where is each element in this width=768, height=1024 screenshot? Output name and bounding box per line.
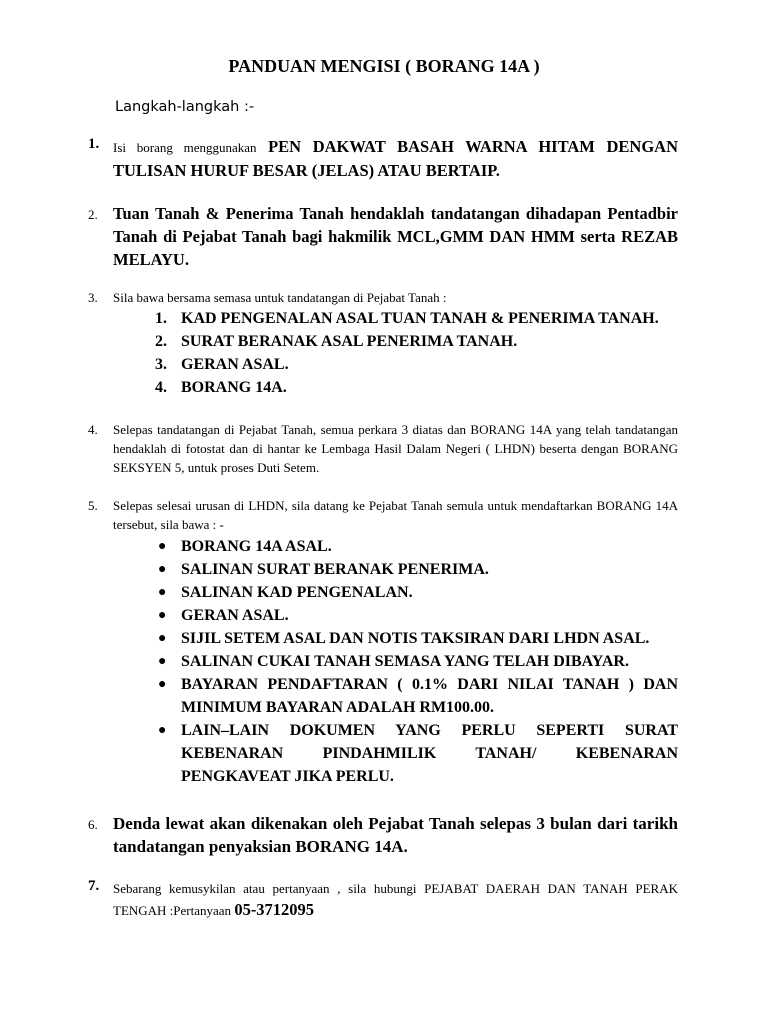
bullet-icon: ● (158, 723, 167, 738)
bullet-icon: ● (158, 585, 167, 600)
item-4-number: 4. (88, 422, 98, 437)
list-item-text: SALINAN SURAT BERANAK PENERIMA. (181, 561, 489, 578)
list-item (155, 604, 678, 627)
list-item (155, 650, 678, 673)
list-item (155, 353, 678, 376)
bullet-icon: ● (158, 677, 167, 692)
list-number: 3. (155, 356, 167, 373)
item-6-number: 6. (88, 817, 98, 832)
list-item (155, 307, 678, 330)
list-item-text: KAD PENGENALAN ASAL TUAN TANAH & PENERIMA TANAH. (181, 310, 659, 327)
item-2-number: 2. (88, 207, 98, 222)
list-item (155, 330, 678, 353)
item-1 (88, 135, 678, 183)
list-number: 2. (155, 333, 167, 350)
item-5-bullets (155, 535, 678, 788)
item-4 (88, 420, 678, 477)
list-item-text: GERAN ASAL. (181, 607, 289, 624)
item-7-number: 7. (88, 878, 100, 894)
steps-label: Langkah-langkah :- (115, 99, 255, 115)
list-number: 1. (155, 310, 167, 327)
page-title: PANDUAN MENGISI ( BORANG 14A ) (228, 56, 540, 76)
item-3-list (155, 307, 678, 399)
item-7-phone: 05-3712095 (234, 900, 315, 919)
item-3-text: Sila bawa bersama semasa untuk tandatangan di Pejabat Tanah : (113, 290, 447, 305)
item-4-text: Selepas tandatangan di Pejabat Tanah, semua perkara 3 diatas dan BORANG 14A yang telah tandatangan hendaklah di fotostat dan di hantar ke Lembaga Hasil Dalam Negeri ( LHDN) beserta dengan BORANG SEKSYEN 5, untuk proses Duti Setem. (113, 422, 678, 475)
list-item (155, 376, 678, 399)
list-item (155, 581, 678, 604)
list-item (155, 673, 678, 719)
list-item-text: BORANG 14A ASAL. (181, 538, 332, 555)
list-item (155, 627, 678, 650)
item-7-text: Sebarang kemusykilan atau pertanyaan , sila hubungi PEJABAT DAERAH DAN TANAH PERAK TENGAH :Pertanyaan (113, 881, 678, 918)
bullet-icon: ● (158, 608, 167, 623)
item-5-text: Selepas selesai urusan di LHDN, sila datang ke Pejabat Tanah semula untuk mendaftarkan BORANG 14A tersebut, sila bawa : - (113, 498, 678, 532)
item-1-emphasis: PEN DAKWAT BASAH WARNA HITAM DENGAN TULISAN HURUF BESAR (JELAS) ATAU BERTAIP. (113, 137, 678, 180)
item-2-text: Tuan Tanah & Penerima Tanah hendaklah tandatangan dihadapan Pentadbir Tanah di Pejabat Tanah bagi hakmilik MCL,GMM DAN HMM serta REZAB MELAYU. (113, 204, 678, 269)
list-number: 4. (155, 379, 167, 396)
list-item-text: SALINAN CUKAI TANAH SEMASA YANG TELAH DIBAYAR. (181, 653, 629, 670)
list-item-text: GERAN ASAL. (181, 356, 289, 373)
list-item-text: BAYARAN PENDAFTARAN ( 0.1% DARI NILAI TANAH ) DAN MINIMUM BAYARAN ADALAH RM100.00. (181, 676, 678, 716)
item-3-number: 3. (88, 290, 98, 305)
bullet-icon: ● (158, 631, 167, 646)
list-item (155, 535, 678, 558)
list-item-text: BORANG 14A. (181, 379, 287, 396)
list-item (155, 558, 678, 581)
item-5 (88, 496, 678, 534)
list-item-text: SIJIL SETEM ASAL DAN NOTIS TAKSIRAN DARI LHDN ASAL. (181, 630, 650, 647)
item-1-number: 1. (88, 136, 100, 152)
bullet-icon: ● (158, 654, 167, 669)
list-item-text: SURAT BERANAK ASAL PENERIMA TANAH. (181, 333, 518, 350)
bullet-icon: ● (158, 539, 167, 554)
item-7 (88, 878, 678, 921)
item-2 (88, 202, 678, 271)
item-5-number: 5. (88, 498, 98, 513)
list-item-text: SALINAN KAD PENGENALAN. (181, 584, 413, 601)
list-item-text: LAIN–LAIN DOKUMEN YANG PERLU SEPERTI SURAT KEBENARAN PINDAHMILIK TANAH/ KEBENARAN PENGKAVEAT JIKA PERLU. (181, 722, 678, 785)
item-6 (88, 812, 678, 858)
bullet-icon: ● (158, 562, 167, 577)
item-3 (88, 288, 678, 307)
list-item (155, 719, 678, 788)
item-1-intro: Isi borang menggunakan (113, 140, 257, 155)
item-6-text: Denda lewat akan dikenakan oleh Pejabat Tanah selepas 3 bulan dari tarikh tandatangan penyaksian BORANG 14A. (113, 814, 678, 856)
